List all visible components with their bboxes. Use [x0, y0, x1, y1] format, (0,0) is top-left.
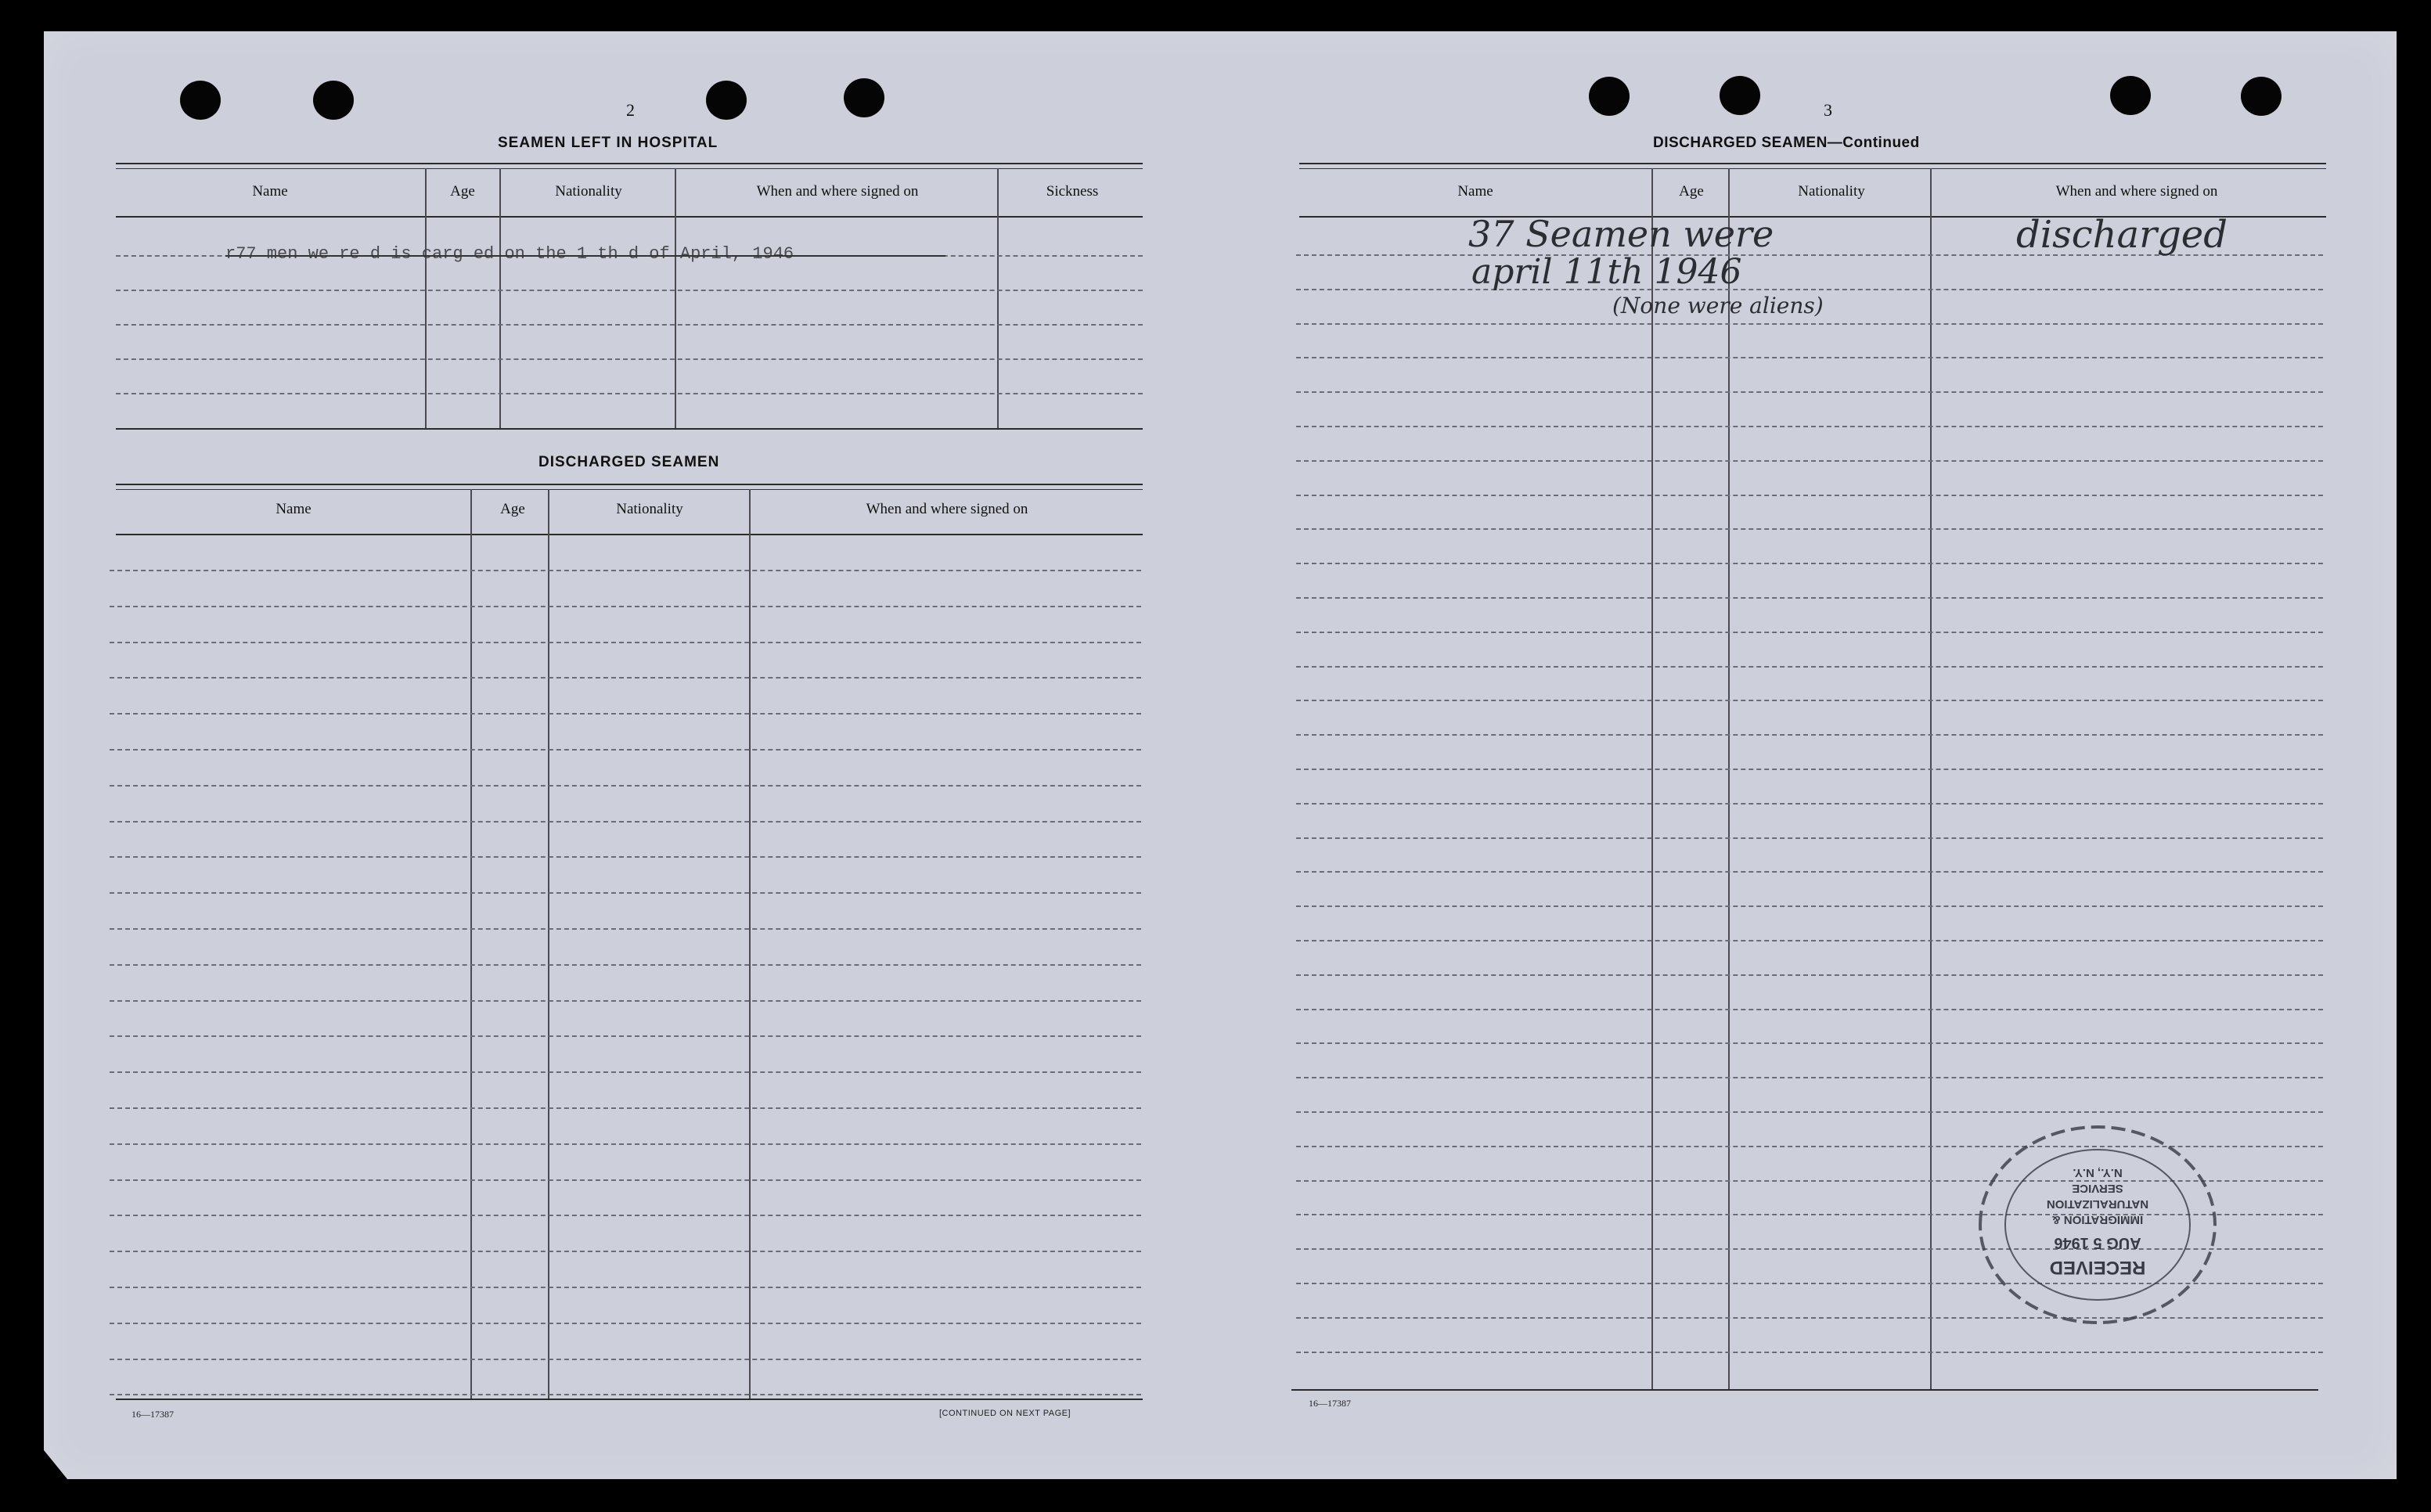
col-signed-on-header: When and where signed on	[2055, 183, 2218, 200]
row-rule	[1296, 528, 2323, 530]
row-rule	[116, 393, 1143, 394]
top-rule	[116, 489, 1143, 490]
row-rule	[110, 1143, 1141, 1145]
row-rule	[116, 358, 1143, 360]
row-rule	[1296, 1111, 2323, 1113]
col-nationality-header: Nationality	[616, 501, 683, 517]
form-number: 16—17387	[131, 1409, 174, 1420]
row-rule	[1296, 495, 2323, 496]
row-rule	[110, 1394, 1141, 1395]
column-divider	[997, 168, 999, 428]
col-signed-on-header: When and where signed on	[756, 183, 919, 200]
header-rule	[116, 216, 1143, 218]
row-rule	[1296, 871, 2323, 873]
continued-note: [CONTINUED ON NEXT PAGE]	[939, 1409, 1071, 1418]
col-age-header: Age	[1679, 183, 1704, 200]
row-rule	[1296, 905, 2323, 907]
hospital-section-title: SEAMEN LEFT IN HOSPITAL	[498, 135, 718, 151]
row-rule	[1296, 940, 2323, 941]
top-rule	[116, 484, 1143, 485]
bottom-rule	[116, 428, 1143, 430]
column-divider	[675, 168, 676, 428]
row-rule	[1296, 357, 2323, 358]
top-rule	[1299, 168, 2326, 169]
handwritten-note-discharged: discharged	[2016, 213, 2228, 257]
col-name-header: Name	[276, 501, 312, 517]
row-rule	[1296, 734, 2323, 736]
row-rule	[1296, 632, 2323, 633]
stamp-text: NATURALIZATION	[2046, 1197, 2149, 1211]
row-rule	[1296, 769, 2323, 770]
punch-hole	[180, 81, 221, 120]
row-rule	[110, 821, 1141, 823]
row-rule	[110, 928, 1141, 930]
row-rule	[1296, 289, 2323, 290]
handwritten-note-line3: (None were aliens)	[1612, 293, 1824, 319]
struck-typed-entry: r77 men we re d is carg ed on the 1 th d of April, 1946	[225, 244, 794, 264]
row-rule	[1296, 391, 2323, 393]
row-rule	[116, 290, 1143, 291]
row-rule	[1296, 1042, 2323, 1044]
page-number: 3	[1824, 100, 1832, 120]
page-number: 2	[626, 100, 635, 120]
row-rule	[110, 1215, 1141, 1216]
col-age-header: Age	[500, 501, 525, 517]
column-divider	[425, 168, 427, 428]
row-rule	[110, 1071, 1141, 1073]
discharged-continued-title: DISCHARGED SEAMEN—Continued	[1653, 135, 1920, 151]
row-rule	[110, 856, 1141, 858]
stamp-text: IMMIGRATION &	[2051, 1213, 2144, 1226]
row-rule	[1296, 460, 2323, 462]
column-divider	[1728, 168, 1730, 1389]
column-divider	[499, 168, 501, 428]
row-rule	[110, 677, 1141, 679]
row-rule	[116, 324, 1143, 326]
row-rule	[1296, 563, 2323, 564]
punch-hole	[2110, 76, 2151, 115]
received-stamp	[1972, 1119, 2223, 1330]
stamp-text: N.Y., N.Y.	[2073, 1166, 2123, 1179]
row-rule	[110, 964, 1141, 966]
column-divider	[1651, 168, 1653, 1389]
col-nationality-header: Nationality	[555, 183, 622, 200]
row-rule	[110, 785, 1141, 787]
row-rule	[110, 1035, 1141, 1037]
col-name-header: Name	[252, 183, 288, 200]
row-rule	[1296, 1077, 2323, 1078]
row-rule	[1296, 837, 2323, 839]
row-rule	[110, 606, 1141, 607]
top-rule	[116, 168, 1143, 169]
row-rule	[1296, 803, 2323, 805]
col-signed-on-header: When and where signed on	[866, 501, 1028, 517]
punch-hole	[844, 78, 884, 117]
row-rule	[1296, 666, 2323, 668]
row-rule	[1296, 700, 2323, 701]
punch-hole	[1589, 77, 1630, 116]
row-rule	[1296, 974, 2323, 976]
punch-hole	[1720, 76, 1760, 115]
bottom-rule	[1291, 1389, 2318, 1391]
punch-hole	[2241, 77, 2282, 116]
row-rule	[110, 1359, 1141, 1360]
punch-hole	[313, 81, 354, 120]
row-rule	[110, 642, 1141, 643]
column-divider	[470, 489, 472, 1399]
row-rule	[110, 1251, 1141, 1252]
row-rule	[110, 1287, 1141, 1288]
stamp-text: SERVICE	[2072, 1182, 2123, 1195]
stamp-text: AUG 5 1946	[2054, 1234, 2141, 1251]
header-rule	[116, 534, 1143, 535]
top-rule	[116, 163, 1143, 164]
row-rule	[110, 570, 1141, 571]
col-sickness-header: Sickness	[1046, 183, 1099, 200]
row-rule	[110, 1323, 1141, 1324]
discharged-section-title: DISCHARGED SEAMEN	[538, 454, 720, 470]
row-rule	[110, 892, 1141, 894]
punch-hole	[706, 81, 747, 120]
col-age-header: Age	[450, 183, 475, 200]
row-rule	[110, 713, 1141, 715]
row-rule	[110, 749, 1141, 751]
row-rule	[110, 1107, 1141, 1109]
strikethrough-line	[225, 255, 945, 257]
row-rule	[1296, 1352, 2323, 1353]
row-rule	[1296, 1009, 2323, 1010]
column-divider	[749, 489, 751, 1399]
column-divider	[1930, 168, 1932, 1389]
row-rule	[110, 1179, 1141, 1181]
row-rule	[1296, 426, 2323, 427]
row-rule	[1296, 323, 2323, 325]
handwritten-note-line1: 37 Seamen were	[1468, 213, 1774, 255]
row-rule	[1296, 597, 2323, 599]
stamp-text: RECEIVED	[2049, 1257, 2146, 1278]
top-rule	[1299, 163, 2326, 164]
form-number: 16—17387	[1309, 1398, 1351, 1409]
column-divider	[548, 489, 549, 1399]
col-nationality-header: Nationality	[1798, 183, 1865, 200]
handwritten-note-line2: april 11th 1946	[1471, 252, 1742, 292]
col-name-header: Name	[1457, 183, 1493, 200]
bottom-rule	[116, 1399, 1143, 1400]
row-rule	[110, 1000, 1141, 1002]
